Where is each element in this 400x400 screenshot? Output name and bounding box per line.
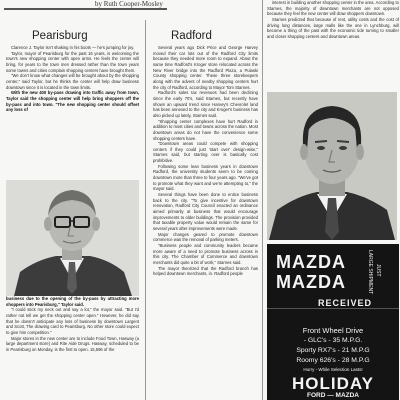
column-rule-2: [262, 0, 263, 400]
ad-brand-line-1: MAZDA: [276, 252, 346, 272]
photo-man-glasses: [6, 180, 139, 296]
radford-paragraph-8: "Business people and community leaders became more aware of a need to promote business across in this city. The Chamber of Commerce and downtown merchants did quite a bit of work," Starnes said.: [153, 242, 258, 265]
byline: by Ruth Cooper-Mosley: [95, 0, 163, 8]
pearisburg-paragraph-2: Taylor, mayor of Pearisburg for the past 16 years, is welcoming the town's new shopping center with open arms. He feels the center will bring, for years to the town men dressed rather than the town years some towns and cities complain shopping centers have brought them.: [6, 50, 139, 73]
ad-received-text: RECEIVED: [317, 298, 372, 308]
pearisburg-article-top: [6, 45, 139, 179]
radford-paragraph-5: Following some lean business years in downtown Radford, the university students seem to be coming downtown more than three to four years ago. "We've got to promote what they want and we're attempting to," the mayor said.: [153, 163, 258, 192]
ad-dealer-brands: FORD — MAZDA: [307, 392, 359, 399]
pearisburg-article-bottom: [6, 296, 139, 400]
photo-man-tie: [267, 92, 397, 240]
pearisburg-paragraph-4: With the new 400 by-pass drawing into traffic away from town, Taylor said the shopping center will help bring shoppers off the by-pass and into town. "The new shopping center should offset any loss of: [6, 90, 139, 113]
pearisburg-paragraph-3: "We don't know what changes will be brought about by the shopping center," said Taylor, but he thinks the center will help draw business downtown since it is located in the town limits.: [6, 73, 139, 90]
pearisburg-paragraph-1: Clarence J. Taylor isn't shaking in his boots — he's jumping for joy.: [11, 45, 135, 50]
pearisburg-continued-1: business due to the opening of the by-pass by attracting more shoppers into Pearisburg," Taylor said.: [6, 296, 139, 307]
pearisburg-continued-2: "I could stick my neck out and say a lot," the mayor said. "But I'd rather not tell we get the shopping center open." However, he did say that he doesn't anticipate any loss of business by downtown Largent and Scott, The drawing card to Pearisburg. No other store could expect to give him competition.": [6, 307, 139, 335]
ad-shipment-vertical-text: [365, 250, 385, 300]
column-rule-1: [145, 20, 146, 400]
radford-paragraph-2: Radford's sales tax revenues had been declining since the early 70's, said Starnes, but recently have shown an upward trend since Harvey's Chevrolet land has been annexed to the city and Kroger's business has also picked up lately, Starnes said.: [153, 90, 258, 118]
radford-paragraph-6: Several things have been done to entice business back to the city. "To give incentive for downtown renovation, Radford City Council enacted an ordinance aimed primarily at business that would encourage improvements to older buildings. The provision provided that taxable property value would remain the same for several years after improvements were made.: [153, 192, 258, 231]
radford-paragraph-9: The mayor theorized that the Radford branch has helped downtown merchants, in. Radford people: [153, 265, 258, 277]
top-rule: [4, 8, 167, 10]
ad-large-shipment-text: LARGE SHIPMENT: [367, 250, 373, 295]
ad-glc-mpg: - GLC's - 35 M.P.G.: [303, 337, 363, 344]
ad-front-wheel-drive: Front Wheel Drive: [302, 326, 364, 335]
radford-paragraph-4: "Downtown areas could compete with shopping centers if they could just 'start over' design-wise," Starnes said, but starting over is basically cost prohibitive.: [153, 141, 258, 164]
ad-dealer-name: HOLIDAY: [292, 374, 374, 393]
radford-article: [153, 45, 258, 400]
heading-pearisburg: Pearisburg: [32, 30, 88, 42]
pearisburg-continued-3: Major stores in the new center are to include Food Town, Hasway (a large department store) and Rite Aide Drugs. Hasway, scheduled to be in Pearisburg on Monday, is the first to open. 15,596 of the: [6, 335, 139, 352]
portrait-tie-image: [267, 92, 397, 240]
radford-paragraph-1: Several years ago Dick Price and George Harvey moved their car lots out of the Radford City limits because they needed more room to expand. About the same time Radford's Kroger store relocated across the New River bridge into the Radford Plaza, a Pulaski County shopping center. These three storekeepers along with the advent of nearby shopping centers hurt the city of Radford, according to Mayor Tom Starnes.: [153, 45, 258, 90]
column-3-text: [267, 0, 399, 89]
ad-sporty-mpg: Sporty RX7's - 21 M.P.G: [296, 347, 370, 354]
ad-divider: [267, 308, 399, 309]
col3-paragraph-1: interest in building another shopping center in the area. According to Starnes, the majority of downtown merchants are not opposed because they feel the new center will draw shoppers downtown.: [267, 0, 399, 17]
radford-paragraph-7: Major changes geared to promote downtown commerce was the removal of parking meters.: [153, 231, 258, 243]
portrait-glasses-image: [6, 180, 139, 296]
ad-while-selection: Hurry - While Selection Lasts!: [303, 367, 363, 372]
ad-brand-line-2: MAZDA: [276, 272, 346, 292]
ad-roomy-mpg: Roomy 626's - 28 M.P.G: [296, 357, 370, 364]
col3-paragraph-2: Starnes predicted that because of rent, utility costs and the cost of driving long distances, large malls like the one in Lynchburg, will become a thing of the past with the economic tide turning to smaller and closer shopping centers and downtown areas.: [267, 16, 399, 39]
heading-radford: Radford: [171, 30, 212, 42]
mazda-advertisement: [267, 244, 399, 400]
radford-paragraph-3: "Shopping center complexes have hurt Radford in addition to most cities and towns across the nation. Most downtown areas do not have the convenience some shopping centers have.: [153, 118, 258, 141]
ad-just-text: JUST: [375, 264, 381, 277]
